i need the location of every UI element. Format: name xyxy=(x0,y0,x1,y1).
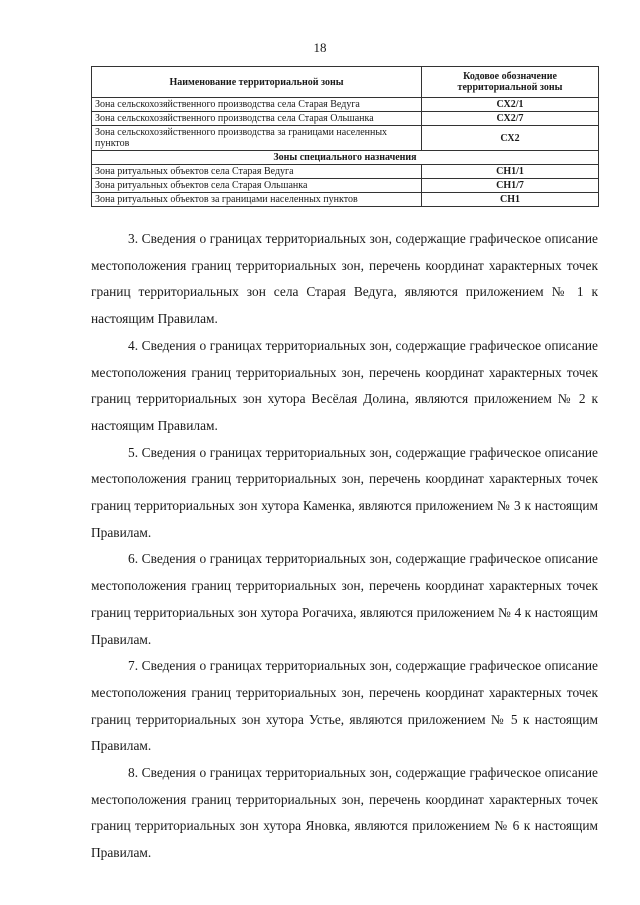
table-row xyxy=(92,179,599,193)
table-header-row xyxy=(92,67,599,98)
zones-table xyxy=(91,66,599,207)
paragraph-6: 6. Сведения о границах территориальных зон, содержащие графическое описание местоположения границ территориальных зон, перечень координат характерных точек границ территориальных зон хутора Рогачиха, являются приложением № 4 к настоящим Правилам. xyxy=(91,551,598,647)
zone-name: Зона сельскохозяйственного производства села Старая Ольшанка xyxy=(92,112,422,126)
zone-name: Зона ритуальных объектов села Старая Ольшанка xyxy=(92,179,422,193)
paragraph-4: 4. Сведения о границах территориальных зон, содержащие графическое описание местоположения границ территориальных зон, перечень координат характерных точек границ территориальных зон хутора Весёлая Долина, являются приложением № 2 к настоящим Правилам. xyxy=(91,337,598,433)
body-text xyxy=(91,226,598,867)
paragraph-5: 5. Сведения о границах территориальных зон, содержащие графическое описание местоположения границ территориальных зон, перечень координат характерных точек границ территориальных зон хутора Каменка, являются приложением № 3 к настоящим Правилам. xyxy=(91,444,598,540)
zone-code: СХ2/7 xyxy=(422,112,599,126)
zone-name: Зона ритуальных объектов за границами населенных пунктов xyxy=(92,193,422,207)
zone-code: СН1/1 xyxy=(422,165,599,179)
paragraph-7: 7. Сведения о границах территориальных зон, содержащие графическое описание местоположения границ территориальных зон, перечень координат характерных точек границ территориальных зон хутора Устье, являются приложением № 5 к настоящим Правилам. xyxy=(91,658,598,754)
table-row xyxy=(92,98,599,112)
table-section-row xyxy=(92,151,599,165)
zone-code: СН1 xyxy=(422,193,599,207)
zone-code: СХ2 xyxy=(422,126,599,151)
zone-code: СН1/7 xyxy=(422,179,599,193)
section-title: Зоны специального назначения xyxy=(92,151,599,165)
table-row xyxy=(92,193,599,207)
header-zone-name: Наименование территориальной зоны xyxy=(92,67,422,98)
header-zone-code: Кодовое обозначение территориальной зоны xyxy=(422,67,599,98)
table-row xyxy=(92,126,599,151)
table-row xyxy=(92,112,599,126)
zone-name: Зона ритуальных объектов села Старая Ведуга xyxy=(92,165,422,179)
zone-code: СХ2/1 xyxy=(422,98,599,112)
zone-name: Зона сельскохозяйственного производства за границами населенных пунктов xyxy=(92,126,422,151)
zone-name: Зона сельскохозяйственного производства села Старая Ведуга xyxy=(92,98,422,112)
paragraph-8: 8. Сведения о границах территориальных зон, содержащие графическое описание местоположения границ территориальных зон, перечень координат характерных точек границ территориальных зон хутора Яновка, являются приложением № 6 к настоящим Правилам. xyxy=(91,765,598,861)
page-number: 18 xyxy=(313,40,327,55)
table-row xyxy=(92,165,599,179)
paragraph-3: 3. Сведения о границах территориальных зон, содержащие графическое описание местоположения границ территориальных зон, перечень координат характерных точек границ территориальных зон села Старая Ведуга, являются приложением № 1 к настоящим Правилам. xyxy=(91,231,598,327)
